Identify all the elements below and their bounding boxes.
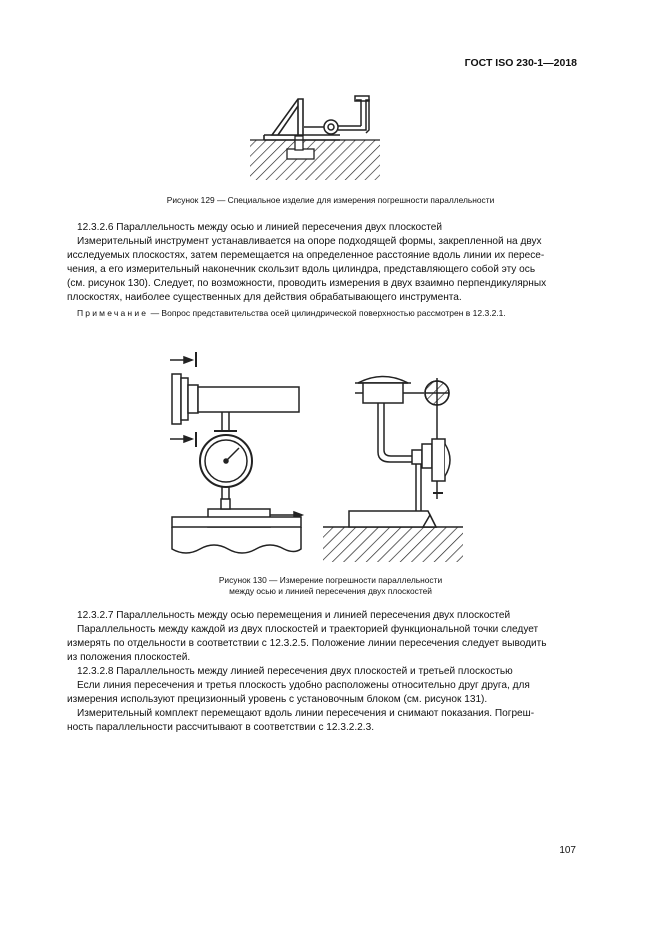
section-heading: 12.3.2.8 Параллельность между линией пересечения двух плоскостей и третьей плоскостью: [77, 666, 513, 677]
figure-130-caption-line-1: Рисунок 130 — Измерение погрешности параллельности: [218, 575, 443, 585]
paragraph-line: из положения плоскостей.: [67, 651, 191, 663]
section-heading: 12.3.2.6 Параллельность между осью и линией пересечения двух плоскостей: [77, 222, 442, 233]
paragraph-line: измерять по отдельности в соответствии с 12.3.2.5. Положение линии пересечения следует выводить: [67, 637, 547, 649]
paragraph-line: чения, а его измерительный наконечник скользит вдоль цилиндра, представляющего собой эту ось: [67, 263, 536, 275]
section-heading: 12.3.2.7 Параллельность между осью перемещения и линией пересечения двух плоскостей: [77, 610, 511, 621]
page-number: 107: [559, 845, 576, 856]
note-label: Примечание: [77, 308, 149, 318]
figure-130-caption: [0, 575, 661, 597]
note-text: — Вопрос представительства осей цилиндрической поверхностью рассмотрен в 12.3.2.1.: [148, 308, 506, 318]
figure-129-caption: Рисунок 129 — Специальное изделие для измерения погрешности параллельности: [166, 195, 495, 205]
paragraph-line: исследуемых плоскостях, затем перемещается на определенное расстояние вдоль линии их пересе-: [67, 249, 545, 261]
standard-designation: ГОСТ ISO 230-1—2018: [464, 57, 577, 69]
paragraph-line: Если линия пересечения и третья плоскость удобно расположены относительно друг друга, для: [77, 679, 530, 691]
paragraph-line: плоскостях, наиболее существенных для действия обрабатывающего инструмента.: [67, 291, 462, 303]
section-12-3-2-7: [67, 609, 582, 665]
section-12-3-2-8: [67, 665, 582, 735]
paragraph-line: (см. рисунок 130). Следует, по возможности, проводить измерения в двух взаимно перпендикулярных: [67, 277, 547, 289]
figure-130-right-assembly: [323, 377, 463, 563]
paragraph-line: Параллельность между каждой из двух плоскостей и траекторией функциональной точки следует: [77, 623, 539, 635]
paragraph-line: Измерительный комплект перемещают вдоль линии пересечения и снимают показания. Погреш-: [77, 707, 535, 719]
figure-130-left-assembly: [170, 352, 302, 553]
figure-130-caption-line-2: между осью и линией пересечения двух плоскостей: [229, 586, 432, 596]
paragraph-line: Измерительный инструмент устанавливается на опоре подходящей формы, закрепленной на двух: [77, 235, 542, 247]
paragraph-line: измерения используют прецизионный уровень с установочным блоком (см. рисунок 131).: [67, 693, 488, 705]
paragraph-line: ность параллельности рассчитывают в соответствии с 12.3.2.2.3.: [67, 721, 375, 733]
